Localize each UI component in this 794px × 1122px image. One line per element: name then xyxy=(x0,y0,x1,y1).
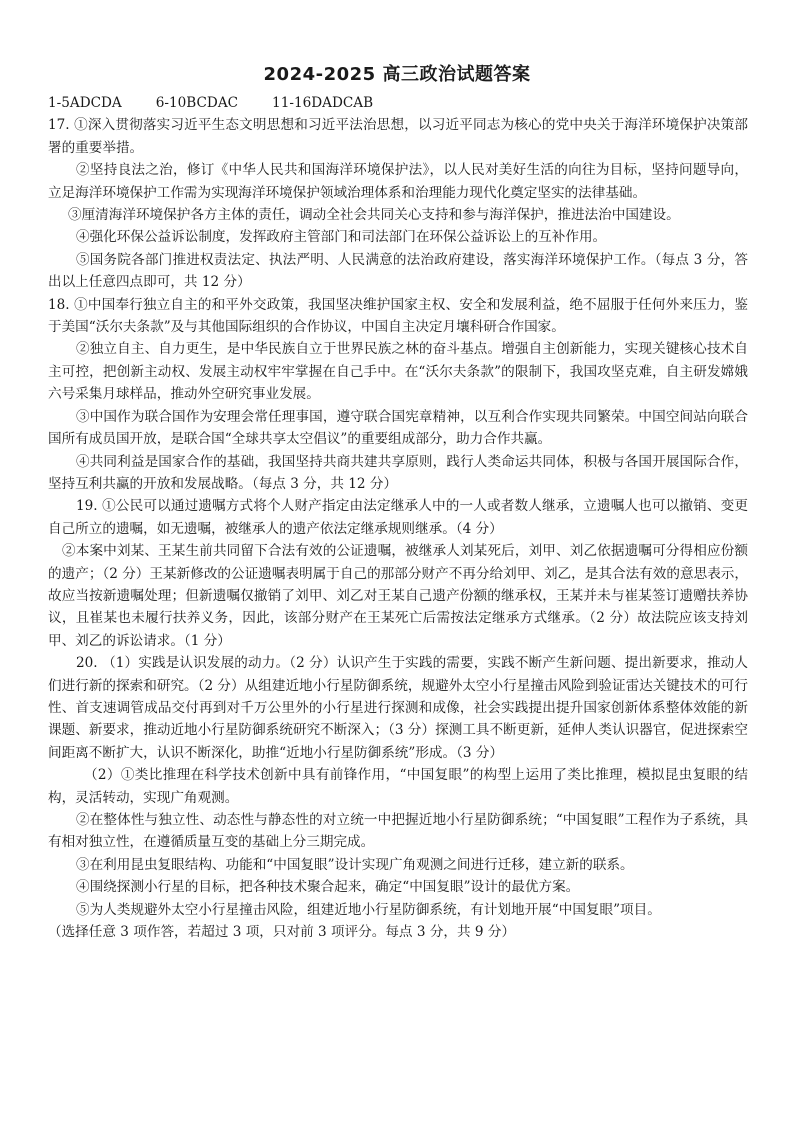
q17-point-3: ③厘清海洋环境保护各方主体的责任，调动全社会共同关心支持和参与海洋保护，推进法治中国建设。 xyxy=(68,207,680,224)
q19-point-1: 19. ①公民可以通过遗嘱方式将个人财产指定由法定继承人中的一人或者数人继承，立遗嘱人也可以撤销、变更自己所立的遗嘱，如无遗嘱，被继承人的遗产依法定继承规则继承。（4 分） xyxy=(48,498,748,537)
scoring-note: （选择任意 3 项作答，若超过 3 项，只对前 3 项评分。每点 3 分，共 9 分） xyxy=(48,924,516,941)
q20-part-2-point-3: ③在利用昆虫复眼结构、功能和“中国复眼”设计实现广角观测之间进行迁移，建立新的联系。 xyxy=(76,856,634,873)
q20-part-1: 20. （1）实践是认识发展的动力。（2 分）认识产生于实践的需要，实践不断产生新问题、提出新要求，推动人们进行新的探索和研究。（2 分）从组建近地小行星防御系统，规避外太空小行星撞击风险到验证雷达关键技术的可行性、首支速调管成品交付再到对千万公里外的小行星进行探测和成像，社会实践提出提升国家创新体系整体效能的新课题、新要求，推动近地小行星防御系统研究不断深入；（3 分）探测工具不断更新，延伸人类认识器官，促进探索空间距离不断扩大，认识不断深化，助推“近地小行星防御系统”形成。（3 分） xyxy=(48,655,748,761)
q20-part-2-point-1: （2）①类比推理在科学技术创新中具有前锋作用，“中国复眼”的构型上运用了类比推理，模拟昆虫复眼的结构，灵活转动，实现广角观测。 xyxy=(48,767,748,806)
q18-point-2: ②独立自主、自力更生，是中华民族自立于世界民族之林的奋斗基点。增强自主创新能力，实现关键核心技术自主可控，把创新主动权、发展主动权牢牢掌握在自己手中。在“沃尔夫条款”的限制下，我国攻坚克难，自主研发嫦娥六号采集月球样品，推动外空研究事业发展。 xyxy=(48,341,748,403)
q18-point-1: 18. ①中国奉行独立自主的和平外交政策，我国坚决维护国家主权、安全和发展利益，绝不屈服于任何外来压力，鉴于美国“沃尔夫条款”及与其他国际组织的合作协议，中国自主决定月壤科研合作国家。 xyxy=(48,296,748,336)
q17-point-4: ④强化环保公益诉讼制度，发挥政府主管部门和司法部门在环保公益诉讼上的互补作用。 xyxy=(76,229,607,246)
mc-answer-group: 1-5ADCDA xyxy=(48,95,122,111)
multiple-choice-answers xyxy=(48,92,748,114)
q18-point-3: ③中国作为联合国作为安理会常任理事国，遵守联合国宪章精神，以互利合作实现共同繁荣。中国空间站向联合国所有成员国开放，是联合国“全球共享太空倡议”的重要组成部分，助力合作共赢。 xyxy=(48,408,748,448)
q17-point-2: ②坚持良法之治，修订《中华人民共和国海洋环境保护法》，以人民对美好生活的向往为目标，坚持问题导向，立足海洋环境保护工作需为实现海洋环境保护领域治理体系和治理能力现代化奠定坚实的法律基础。 xyxy=(48,162,748,201)
q19-point-2: ②本案中刘某、王某生前共同留下合法有效的公证遗嘱，被继承人刘某死后，刘甲、刘乙依据遗嘱可分得相应份额的遗产；（2 分）王某新修改的公证遗嘱表明属于自己的那部分财产不再分给刘甲、刘乙，是其合法有效的意思表示，故应当按新遗嘱处理；但新遗嘱仅撤销了刘甲、刘乙对王某自己遗产份额的继承权，王某并未与崔某签订遗赠扶养协议，且崔某也未履行扶养义务，因此，该部分财产在王某死亡后需按法定继承方式继承。（2 分）故法院应该支持刘甲、刘乙的诉讼请求。（1 分） xyxy=(48,543,748,649)
q17-point-5: ⑤国务院各部门推进权责法定、执法严明、人民满意的法治政府建设，落实海洋环境保护工作。（每点 3 分，答出以上任意四点即可，共 12 分） xyxy=(48,251,748,291)
q20-part-2-point-2: ②在整体性与独立性、动态性与静态性的对立统一中把握近地小行星防御系统；“中国复眼”工程作为子系统，具有相对独立性，在遵循质量互变的基础上分三期完成。 xyxy=(48,812,748,851)
q18-point-4: ④共同利益是国家合作的基础，我国坚持共商共建共享原则，践行人类命运共同体，积极与各国开展国际合作，坚持互利共赢的开放和发展战略。（每点 3 分，共 12 分） xyxy=(48,453,748,492)
page-title: 2024-2025 高三政治试题答案 xyxy=(263,64,531,85)
q20-part-2-point-5: ⑤为人类规避外太空小行星撞击风险，组建近地小行星防御系统，有计划地开展“中国复眼”项目。 xyxy=(76,901,661,918)
mc-answer-group: 6-10BCDAC xyxy=(155,95,239,111)
mc-answer-group: 11-16DADCAB xyxy=(272,95,374,111)
q20-part-2-point-4: ④围绕探测小行星的目标，把各种技术聚合起来，确定“中国复眼”设计的最优方案。 xyxy=(76,879,580,896)
q17-point-1: 17. ①深入贯彻落实习近平生态文明思想和习近平法治思想，以习近平同志为核心的党中央关于海洋环境保护决策部署的重要举措。 xyxy=(48,117,748,156)
document-body xyxy=(48,92,748,943)
